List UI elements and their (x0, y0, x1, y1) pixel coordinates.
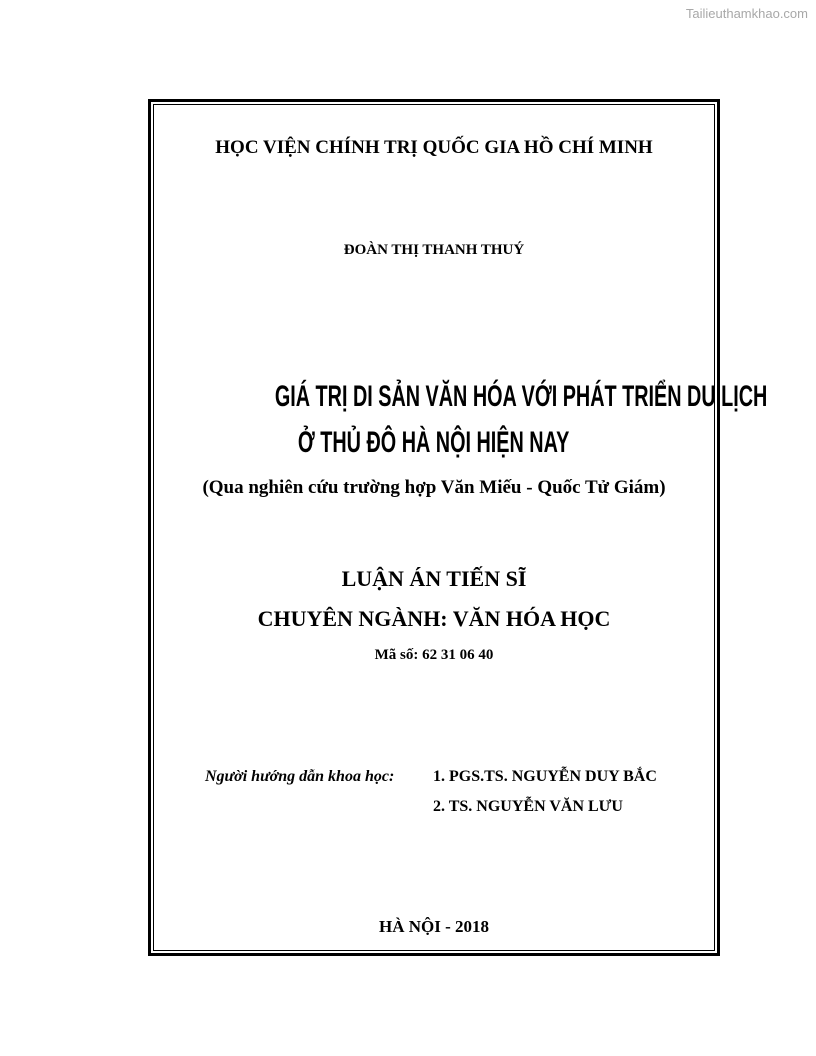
page-border-inner (153, 104, 715, 951)
major-code: Mã số: 62 31 06 40 (374, 647, 494, 663)
advisor-1: 1. PGS.TS. NGUYỄN DUY BẮC (433, 768, 657, 785)
author-name: ĐOÀN THỊ THANH THUÝ (343, 242, 525, 258)
thesis-subtitle: (Qua nghiên cứu trường hợp Văn Miếu - Quốc Tử Giám) (202, 477, 666, 498)
title-line1-text: GIÁ TRỊ DI SẢN VĂN HÓA VỚI PHÁT TRIỂN DU LỊCH (274, 380, 768, 413)
thesis-title-line1 (148, 380, 768, 414)
place-year: HÀ NỘI - 2018 (378, 917, 490, 936)
advisor-2: 2. TS. NGUYỄN VĂN LƯU (433, 798, 623, 815)
institution-name: HỌC VIỆN CHÍNH TRỊ QUỐC GIA HỒ CHÍ MINH (215, 137, 653, 158)
thesis-title-line2 (148, 426, 720, 460)
degree-type: LUẬN ÁN TIẾN SĨ (341, 566, 527, 591)
title-line2-text: Ở THỦ ĐÔ HÀ NỘI HIỆN NAY (298, 426, 570, 459)
watermark: Tailieuthamkhao.com (685, 6, 808, 21)
advisors-label: Người hướng dẫn khoa học: (205, 768, 395, 785)
major: CHUYÊN NGÀNH: VĂN HÓA HỌC (257, 606, 611, 631)
advisor-row-1 (205, 768, 657, 786)
